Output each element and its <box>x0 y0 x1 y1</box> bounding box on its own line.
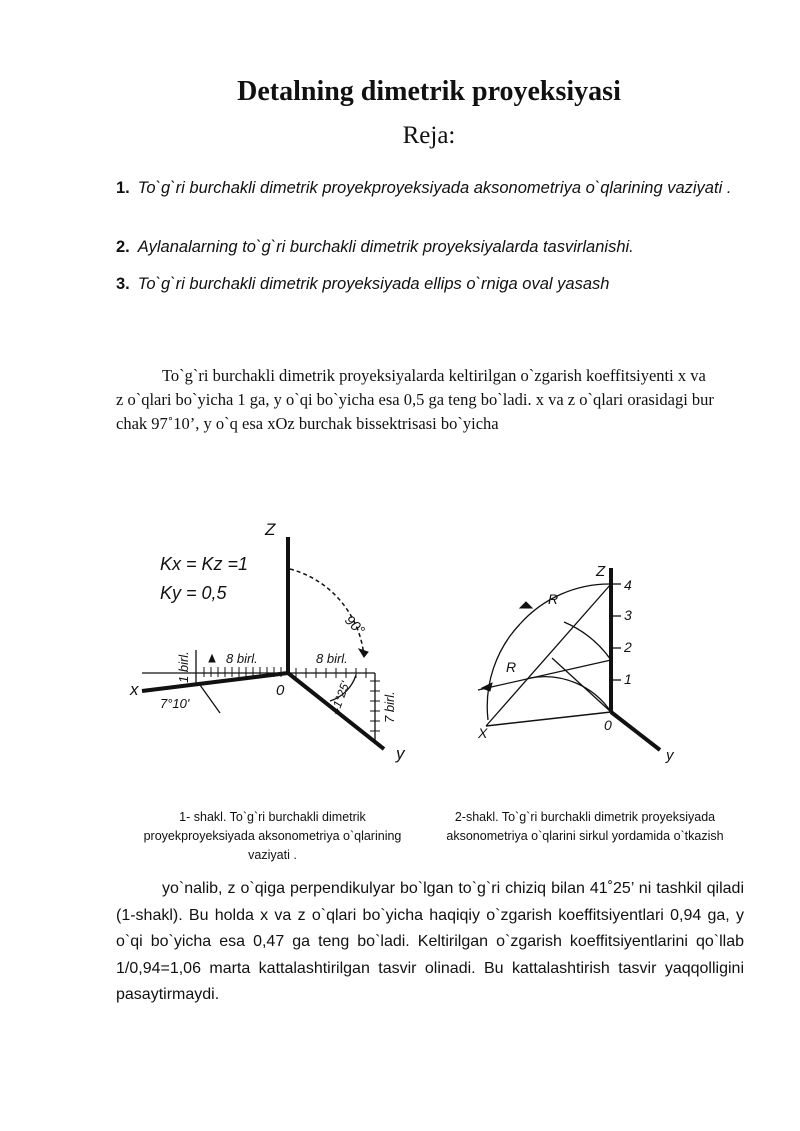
x-axis-label: x <box>130 680 139 699</box>
formula-ky: Ky = 0,5 <box>160 583 227 603</box>
construction-diagonal-2 <box>478 660 611 690</box>
plan-item-number: 1. <box>116 179 130 197</box>
x-axis-label: X <box>478 725 488 741</box>
body-paragraph <box>116 876 744 1009</box>
figure-2-diagram <box>460 560 700 770</box>
tick-label-3: 3 <box>624 607 632 623</box>
plan-item-text: Aylanalarning to`g`ri burchakli dimetrik proyeksiyalarda tasvirlanishi. <box>137 238 634 256</box>
x-axis <box>486 712 611 726</box>
tick-label-1: 1 <box>624 671 632 687</box>
figure-1-diagram <box>120 515 420 765</box>
plan-item-number: 3. <box>116 275 130 293</box>
unit-8-left-label: 8 birl. <box>226 651 258 666</box>
plan-item <box>116 234 740 261</box>
z-axis-label: Z <box>265 520 276 539</box>
plan-heading: Reja: <box>402 122 456 149</box>
plan-item-text: To`g`ri burchakli dimetrik proyeksiyada ellips o`rniga oval yasash <box>137 275 610 293</box>
angle-7-label: 7°10' <box>160 696 190 711</box>
unit-7-label: 7 birl. <box>382 691 397 723</box>
page-title: Detalning dimetrik proyeksiyasi <box>237 76 621 107</box>
origin-label: 0 <box>604 717 612 733</box>
figure-2-caption: 2-shakl. To`g`ri burchakli dimetrik proyeksiyada aksonometriya o`qlarini sirkul yordamida o`tkazish <box>446 810 724 843</box>
intro-paragraph <box>116 364 716 436</box>
angle-41-label: 41°25' <box>327 679 353 717</box>
y-axis-label: y <box>396 744 405 763</box>
plan-item-text: To`g`ri burchakli dimetrik proyekproyeksiyada aksonometriya o`qlarining vaziyati . <box>137 179 732 197</box>
body-text: yo`nalib, z o`qiga perpendikulyar bo`lgan to`g`ri chiziq bilan 41˚25’ ni tashkil qiladi (1-shakl). Bu holda x va z o`qlari bo`yicha haqiqiy o`zgarish koeffitsiyentlari 0,94 ga, y o`qi bo`yicha esa 0,47 ga teng bo`ladi. Keltirilgan o`zgarish koeffitsiyentlarini qo`llab 1/0,94=1,06 marta kattalashtirilgan tasvir olinadi. Bu kattalashtirish tasvir yaqqolligini pasaytirmaydi. <box>116 880 744 1003</box>
formula-kx-kz: Kx = Kz =1 <box>160 554 249 574</box>
figure-1-caption: 1- shakl. To`g`ri burchakli dimetrik proyekproyeksiyada aksonometriya o`qlarining vaziyati . <box>143 810 402 862</box>
unit-8-right-label: 8 birl. <box>316 651 348 666</box>
intro-text: To`g`ri burchakli dimetrik proyeksiyalarda keltirilgan o`zgarish koeffitsiyenti x va z o`qlari bo`yicha 1 ga, y o`qi bo`yicha esa 0,5 ga teng bo`ladi. x va z o`qlari orasidagi bur chak 97˚10’, y o`q esa xOz burchak bissektrisasi bo`yicha <box>116 366 714 433</box>
radius-label-2: R <box>506 659 517 675</box>
y-axis-label: y <box>666 747 674 764</box>
tick-label-4: 4 <box>624 577 632 593</box>
radius-arc-1 <box>520 584 611 624</box>
angle-90-label: 90° <box>341 611 369 639</box>
tick-label-2: 2 <box>624 639 632 655</box>
origin-label: 0 <box>276 682 285 699</box>
plan-item <box>116 175 740 202</box>
x-axis <box>142 673 288 691</box>
y-axis <box>611 712 660 750</box>
z-axis-label: Z <box>596 563 606 580</box>
plan-item <box>116 271 740 298</box>
unit-1-label: 1 birl. <box>176 651 191 683</box>
radius-label-1: R <box>548 591 559 607</box>
plan-item-number: 2. <box>116 238 130 256</box>
